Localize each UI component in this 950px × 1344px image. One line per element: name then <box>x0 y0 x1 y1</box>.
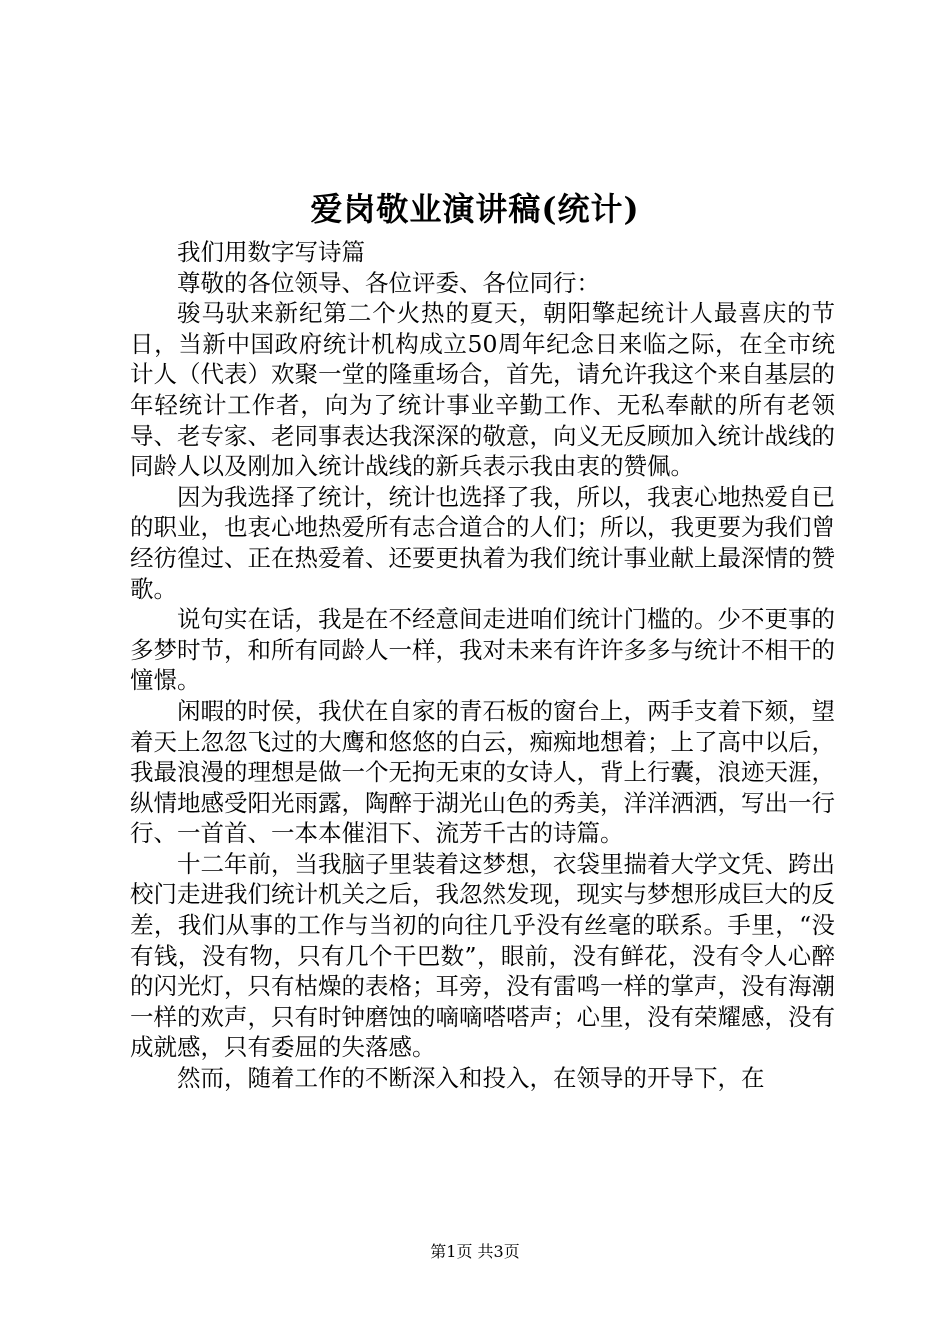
document-body <box>130 237 835 1094</box>
paragraph: 闲暇的时侯，我伏在自家的青石板的窗台上，两手支着下颏，望着天上忽忽飞过的大鹰和悠悠的白云，痴痴地想着；上了高中以后，我最浪漫的理想是做一个无拘无束的女诗人，背上行囊，浪迹天涯，纵情地感受阳光雨露，陶醉于湖光山色的秀美，洋洋洒洒，写出一行行、一首首、一本本催泪下、流芳千古的诗篇。 <box>130 696 835 848</box>
page-footer: 第1页 共3页 <box>430 1242 520 1261</box>
document-title: 爱岗敬业演讲稿(统计) <box>310 190 640 228</box>
paragraph: 说句实在话，我是在不经意间走进咱们统计门槛的。少不更事的多梦时节，和所有同龄人一样，我对未来有许许多多与统计不相干的憧憬。 <box>130 605 835 695</box>
paragraph-subtitle: 我们用数字写诗篇 <box>177 238 365 266</box>
paragraph-salutation: 尊敬的各位领导、各位评委、各位同行： <box>177 268 600 297</box>
paragraph: 然而，随着工作的不断深入和投入，在领导的开导下，在 <box>177 1064 765 1093</box>
paragraph: 因为我选择了统计，统计也选择了我，所以，我衷心地热爱自已的职业，也衷心地热爱所有志合道合的人们；所以，我更要为我们曾经彷徨过、正在热爱着、还要更执着为我们统计事业献上最深情的赞歌。 <box>130 482 835 603</box>
paragraph: 骏马驮来新纪第二个火热的夏天，朝阳擎起统计人最喜庆的节日，当新中国政府统计机构成立50周年纪念日来临之际，在全市统计人（代表）欢聚一堂的隆重场合，首先，请允许我这个来自基层的年轻统计工作者，向为了统计事业辛勤工作、无私奉献的所有老领导、老专家、老同事表达我深深的敬意，向义无反顾加入统计战线的同龄人以及刚加入统计战线的新兵表示我由衷的赞佩。 <box>130 299 835 481</box>
paragraph: 十二年前，当我脑子里装着这梦想，衣袋里揣着大学文凭、跨出校门走进我们统计机关之后，我忽然发现，现实与梦想形成巨大的反差，我们从事的工作与当初的向往几乎没有丝毫的联系。手里，“没有钱，没有物，只有几个干巴数”，眼前，没有鲜花，没有令人心醉的闪光灯，只有枯燥的表格；耳旁，没有雷鸣一样的掌声，没有海潮一样的欢声，只有时钟磨蚀的嘀嘀嗒嗒声；心里，没有荣耀感，没有成就感，只有委屈的失落感。 <box>130 849 835 1062</box>
